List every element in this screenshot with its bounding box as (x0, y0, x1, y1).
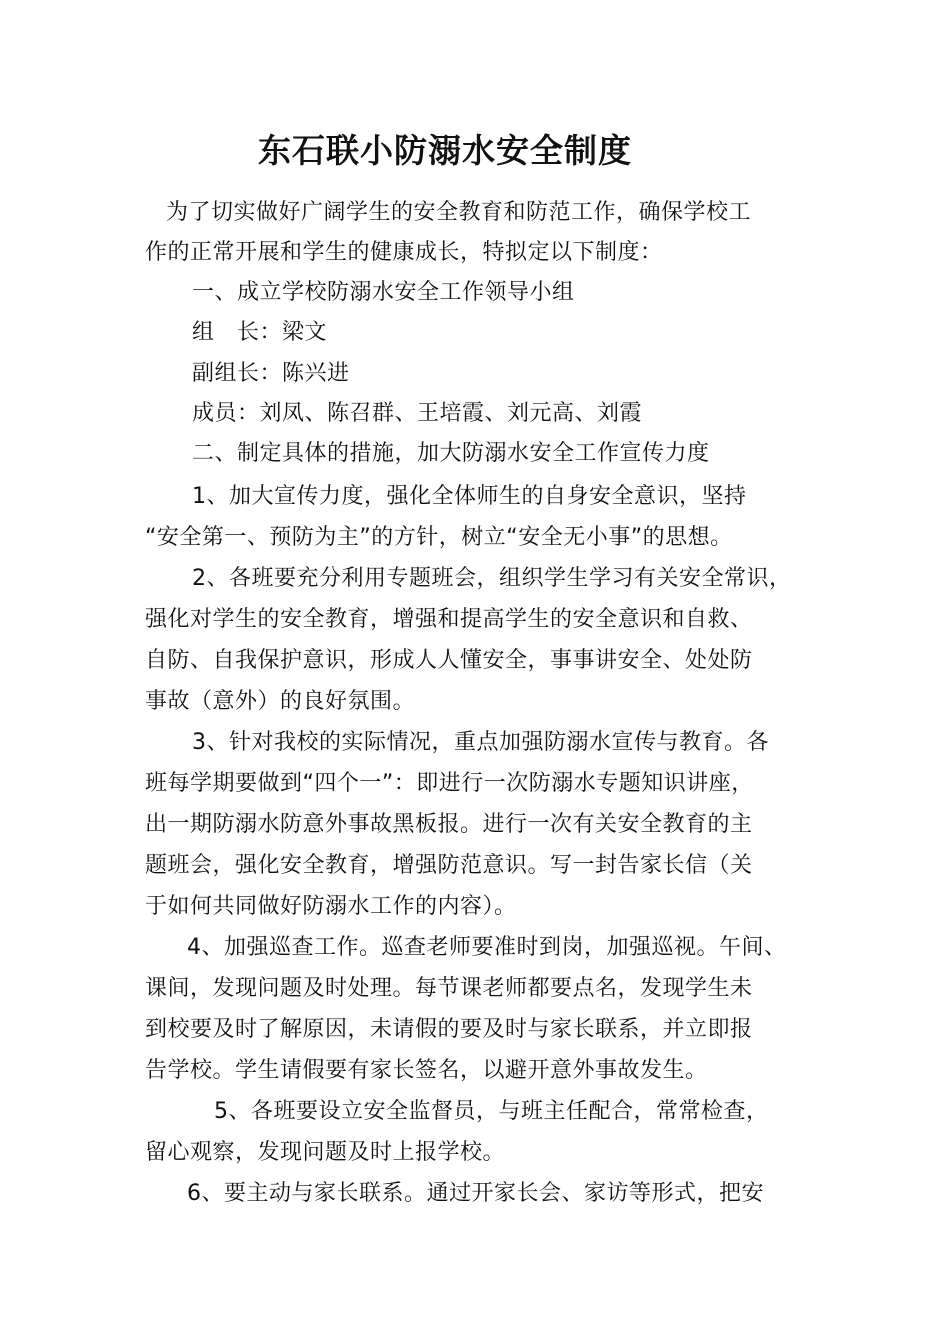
text-line: 留心观察，发现问题及时上报学校。 (145, 1140, 506, 1165)
text-line: 组 长：梁文 (192, 320, 327, 345)
text-line: 事故（意外）的良好氛围。 (145, 689, 416, 714)
text-line: 1、加大宣传力度，强化全体师生的自身安全意识，坚持 (192, 484, 747, 509)
text-line: 为了切实做好广阔学生的安全教育和防范工作，确保学校工 (166, 200, 752, 225)
text-line: 告学校。学生请假要有家长签名，以避开意外事故发生。 (145, 1058, 708, 1083)
text-line: 班每学期要做到“四个一”：即进行一次防溺水专题知识讲座， (145, 771, 754, 796)
text-line: 成员：刘凤、陈召群、王培霞、刘元高、刘霞 (192, 401, 643, 426)
document-title: 东石联小防溺水安全制度 (258, 131, 632, 170)
text-line: 5、各班要设立安全监督员，与班主任配合，常常检查， (214, 1099, 769, 1124)
text-line: 课间，发现问题及时处理。每节课老师都要点名，发现学生未 (145, 976, 753, 1001)
section-heading: 一、成立学校防溺水安全工作领导小组 (192, 280, 575, 305)
text-line: 强化对学生的安全教育，增强和提高学生的安全意识和自救、 (145, 607, 753, 632)
text-line: 4、加强巡查工作。巡查老师要准时到岗，加强巡视。午间、 (187, 935, 787, 960)
text-line: 出一期防溺水防意外事故黑板报。进行一次有关安全教育的主 (145, 812, 753, 837)
text-line: 2、各班要充分利用专题班会，组织学生学习有关安全常识， (192, 566, 792, 591)
text-line: 到校要及时了解原因，未请假的要及时与家长联系，并立即报 (145, 1017, 753, 1042)
text-line: 自防、自我保护意识，形成人人懂安全，事事讲安全、处处防 (145, 648, 753, 673)
section-heading: 二、制定具体的措施，加大防溺水安全工作宣传力度 (192, 441, 710, 466)
text-line: 于如何共同做好防溺水工作的内容）。 (145, 894, 517, 919)
text-line: 6、要主动与家长联系。通过开家长会、家访等形式，把安 (187, 1181, 764, 1206)
text-line: “安全第一、预防为主”的方针，树立“安全无小事”的思想。 (145, 525, 733, 550)
text-line: 3、针对我校的实际情况，重点加强防溺水宣传与教育。各 (192, 730, 769, 755)
text-line: 作的正常开展和学生的健康成长，特拟定以下制度： (145, 240, 663, 265)
text-line: 副组长：陈兴进 (192, 361, 350, 386)
text-line: 题班会，强化安全教育，增强防范意识。写一封告家长信（关 (145, 853, 753, 878)
